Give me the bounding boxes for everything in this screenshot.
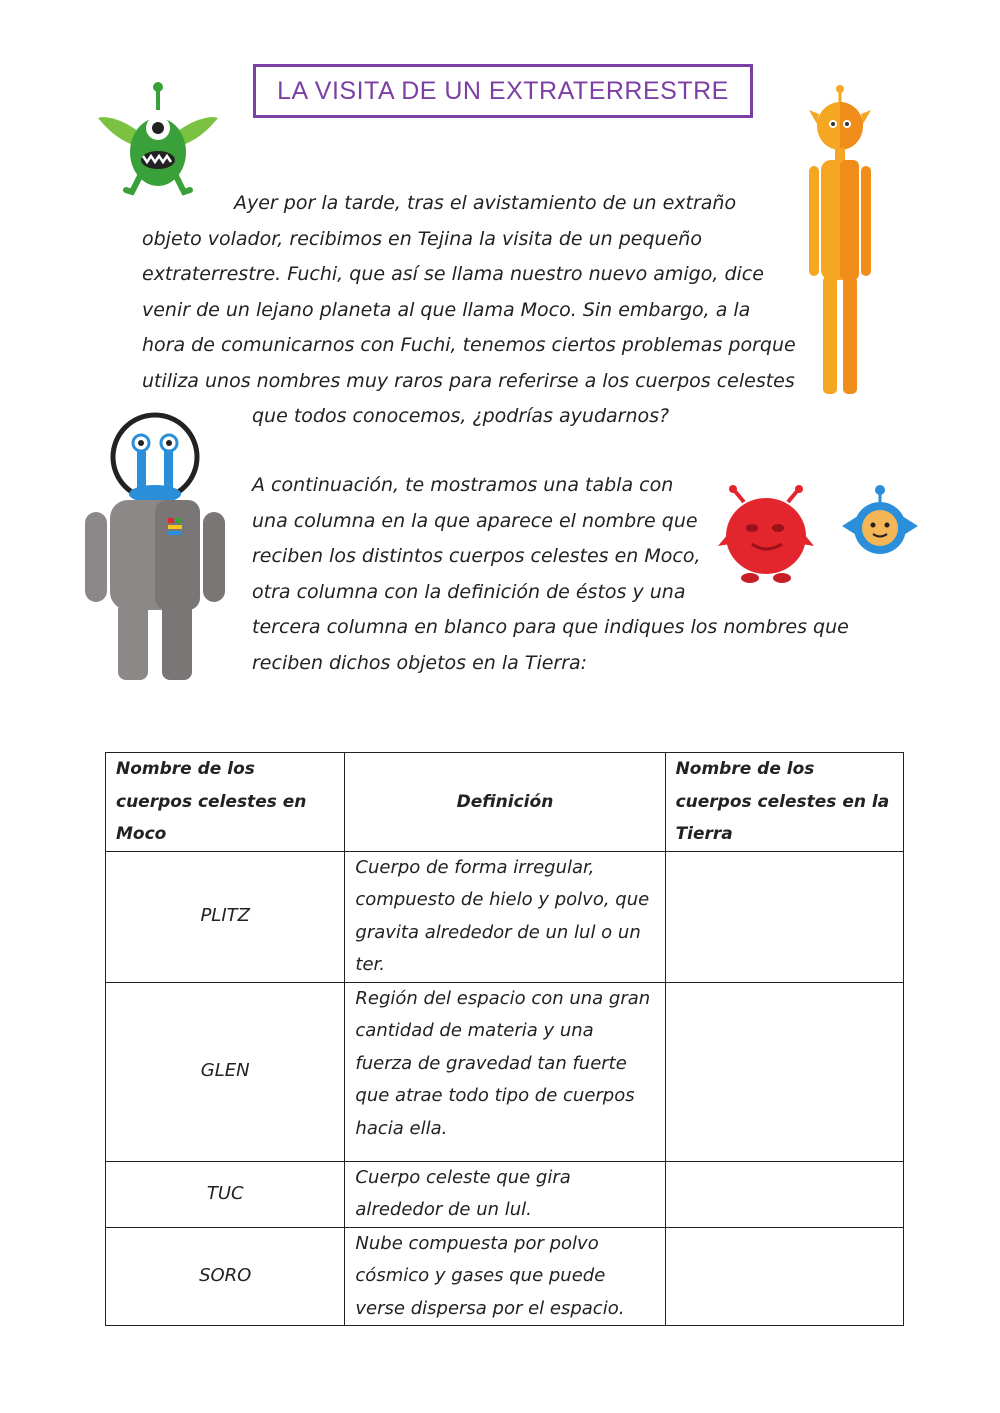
- instructions-line: reciben dichos objetos en la Tierra:: [252, 651, 588, 674]
- instructions-line: otra columna con la definición de éstos y una: [252, 580, 686, 603]
- definition-cell: Cuerpo de forma irregular, compuesto de hielo y polvo, que gravita alrededor de un lul o un ter.: [345, 851, 665, 982]
- moco-name-cell: SORO: [106, 1227, 345, 1326]
- instructions-paragraph: [252, 468, 849, 681]
- earth-name-answer-cell[interactable]: [665, 851, 903, 982]
- table-header-row: [106, 753, 904, 852]
- moco-name-cell: PLITZ: [106, 851, 345, 982]
- header-definition: Definición: [345, 753, 665, 852]
- table-row: [106, 1227, 904, 1326]
- astronaut-alien-illustration: [80, 412, 230, 682]
- instructions-line: reciben los distintos cuerpos celestes en Moco,: [252, 545, 701, 567]
- table-row: [106, 982, 904, 1161]
- instructions-line: tercera columna en blanco para que indiques los nombres que: [252, 616, 849, 638]
- instructions-line: una columna en la que aparece el nombre que: [252, 509, 698, 532]
- intro-line: que todos conocemos, ¿podrías ayudarnos?: [252, 405, 670, 427]
- celestial-bodies-table: [105, 752, 904, 1326]
- intro-line: extraterrestre. Fuchi, que así se llama nuestro nuevo amigo, dice: [142, 263, 764, 285]
- instructions-line: A continuación, te mostramos una tabla con: [252, 474, 674, 496]
- moco-name-cell: GLEN: [106, 982, 345, 1161]
- intro-line: objeto volador, recibimos en Tejina la visita de un pequeño: [142, 227, 702, 250]
- earth-name-answer-cell[interactable]: [665, 982, 903, 1161]
- definition-cell: Nube compuesta por polvo cósmico y gases que puede verse dispersa por el espacio.: [345, 1227, 665, 1326]
- intro-line: Ayer por la tarde, tras el avistamiento de un extraño: [234, 192, 737, 214]
- earth-name-answer-cell[interactable]: [665, 1227, 903, 1326]
- definition-cell: Región del espacio con una gran cantidad de materia y una fuerza de gravedad tan fuerte que atrae todo tipo de cuerpos hacia ella.: [345, 982, 665, 1161]
- table-row: [106, 1161, 904, 1227]
- header-earth-name: Nombre de los cuerpos celestes en la Tierra: [665, 753, 903, 852]
- intro-line: venir de un lejano planeta al que llama Moco. Sin embargo, a la: [142, 298, 751, 321]
- title-box: [253, 64, 753, 118]
- page-title: LA VISITA DE UN EXTRATERRESTRE: [277, 76, 729, 105]
- intro-line: hora de comunicarnos con Fuchi, tenemos ciertos problemas porque: [142, 334, 796, 356]
- moco-name-cell: TUC: [106, 1161, 345, 1227]
- intro-line: utiliza unos nombres muy raros para referirse a los cuerpos celestes: [142, 369, 795, 392]
- earth-name-answer-cell[interactable]: [665, 1161, 903, 1227]
- table-row: [106, 851, 904, 982]
- header-moco-name: Nombre de los cuerpos celestes en Moco: [106, 753, 345, 852]
- blue-alien-illustration: [838, 484, 922, 568]
- intro-paragraph: [142, 186, 796, 435]
- definition-cell: Cuerpo celeste que gira alrededor de un lul.: [345, 1161, 665, 1227]
- orange-alien-illustration: [805, 84, 875, 396]
